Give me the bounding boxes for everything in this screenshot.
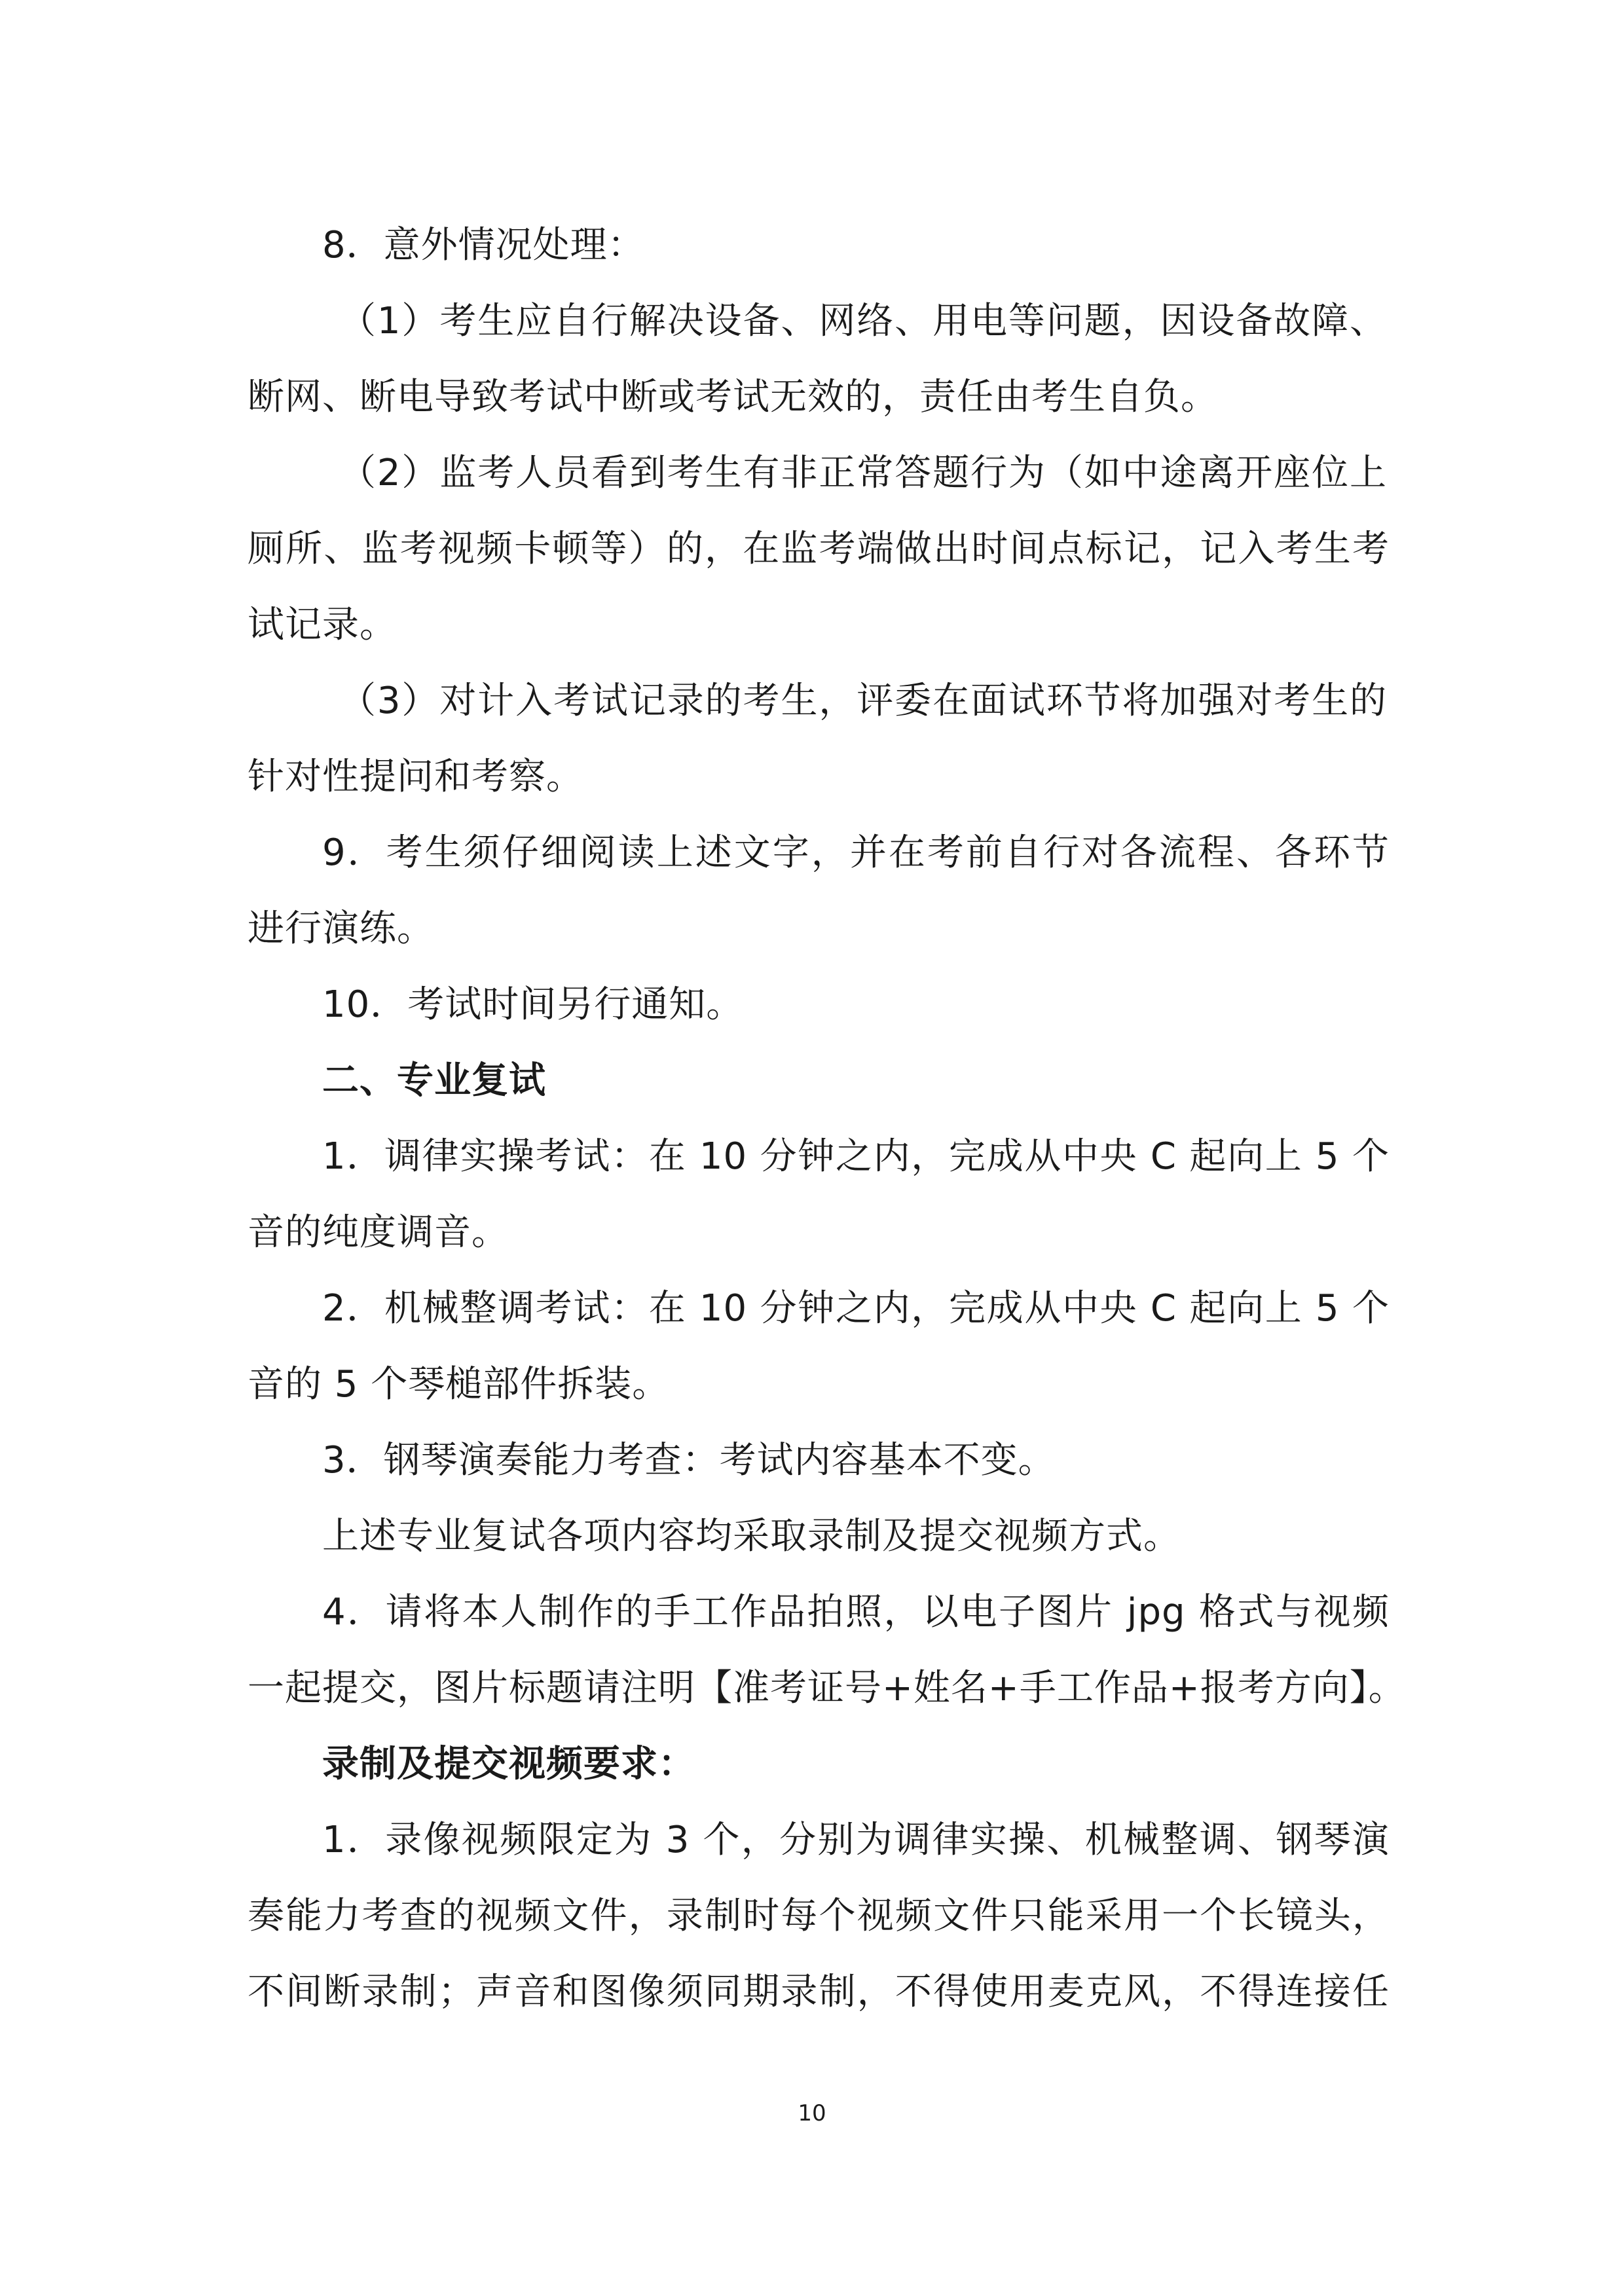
paragraph-line: 不间断录制；声音和图像须同期录制，不得使用麦克风，不得连接任 <box>248 1971 1390 2013</box>
paragraph-line: 1．调律实操考试：在 10 分钟之内，完成从中央 C 起向上 5 个 <box>322 1135 1390 1178</box>
paragraph-line: 10．考试时间另行通知。 <box>322 983 744 1026</box>
subsection-heading: 录制及提交视频要求： <box>322 1743 695 1785</box>
paragraph-line: （3）对计入考试记录的考生，评委在面试环节将加强对考生的 <box>339 680 1387 722</box>
paragraph-line: 2．机械整调考试：在 10 分钟之内，完成从中央 C 起向上 5 个 <box>322 1287 1390 1330</box>
paragraph-line: 奏能力考查的视频文件，录制时每个视频文件只能采用一个长镜头， <box>248 1895 1390 1937</box>
paragraph-line: 音的 5 个琴槌部件拆装。 <box>248 1363 670 1406</box>
paragraph-line: （1）考生应自行解决设备、网络、用电等问题，因设备故障、 <box>339 300 1387 342</box>
paragraph-line: 厕所、监考视频卡顿等）的，在监考端做出时间点标记，记入考生考 <box>248 528 1390 570</box>
paragraph-line: 3．钢琴演奏能力考查：考试内容基本不变。 <box>322 1439 1056 1482</box>
paragraph-line: 一起提交，图片标题请注明【准考证号+姓名+手工作品+报考方向】。 <box>248 1667 1406 1709</box>
paragraph-line: 上述专业复试各项内容均采取录制及提交视频方式。 <box>322 1515 1181 1558</box>
paragraph-line: 1．录像视频限定为 3 个，分别为调律实操、机械整调、钢琴演 <box>322 1819 1390 1861</box>
paragraph-line: 9．考生须仔细阅读上述文字，并在考前自行对各流程、各环节 <box>322 831 1390 874</box>
paragraph-line: 4．请将本人制作的手工作品拍照，以电子图片 jpg 格式与视频 <box>322 1591 1390 1633</box>
paragraph-line: 断网、断电导致考试中断或考试无效的，责任由考生自负。 <box>248 376 1218 418</box>
paragraph-line: 音的纯度调音。 <box>248 1211 509 1254</box>
page-number: 10 <box>798 2100 826 2126</box>
paragraph-line: 进行演练。 <box>248 907 434 950</box>
paragraph-line: （2）监考人员看到考生有非正常答题行为（如中途离开座位上 <box>339 452 1387 494</box>
paragraph-line: 针对性提问和考察。 <box>248 756 583 798</box>
section-heading: 二、专业复试 <box>322 1059 546 1102</box>
paragraph-line: 8．意外情况处理： <box>322 224 645 266</box>
paragraph-line: 试记录。 <box>248 604 397 646</box>
